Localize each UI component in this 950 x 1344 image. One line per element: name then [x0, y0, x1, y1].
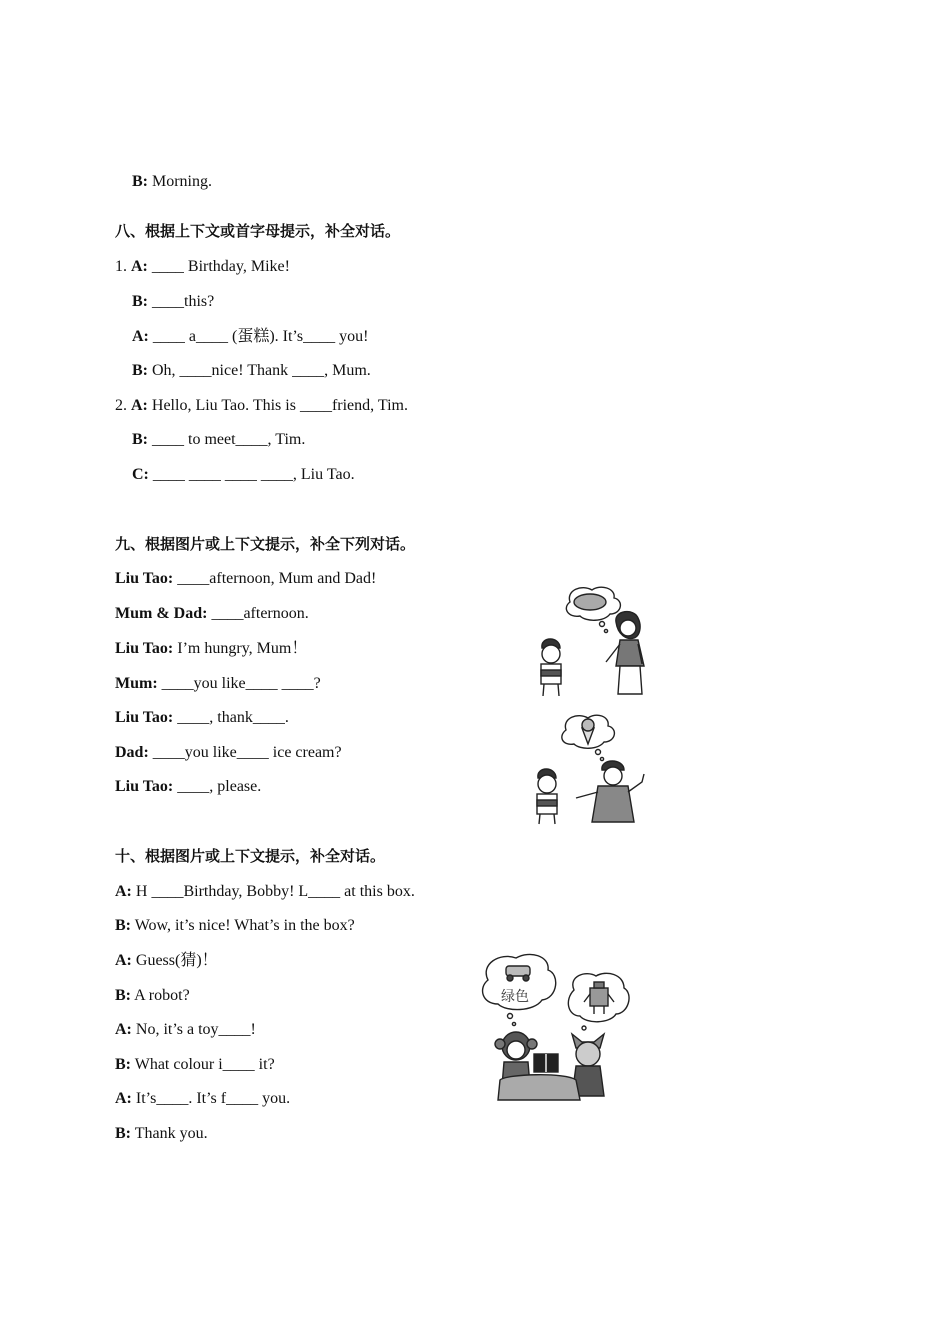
speaker: A: — [115, 1021, 132, 1038]
dialogue-text: ____you like____ ice cream? — [148, 744, 342, 761]
boy-and-mum-picture — [530, 582, 660, 700]
dialogue-text: ____ ____ ____ ____, Liu Tao. — [148, 466, 355, 483]
question-number: 1. — [115, 258, 131, 275]
speaker: Dad: — [115, 744, 149, 761]
speaker: Liu Tao: — [115, 640, 174, 657]
dialogue-line — [115, 777, 261, 797]
speaker: A: — [115, 883, 132, 900]
dialogue-text: H ____Birthday, Bobby! L____ at this box. — [131, 883, 415, 900]
dialogue-text: I’m hungry, Mum！ — [173, 640, 308, 657]
dialogue-line — [115, 951, 218, 971]
speaker: Liu Tao: — [115, 709, 174, 726]
picture-label: 绿色 — [501, 989, 529, 1005]
dialogue-line — [132, 465, 355, 485]
dialogue-line — [115, 257, 290, 277]
speaker: A: — [131, 397, 148, 414]
dialogue-text: ____ Birthday, Mike! — [147, 258, 290, 275]
dialogue-text: ____this? — [148, 293, 215, 310]
dialogue-text: Thank you. — [131, 1125, 208, 1142]
speaker: B: — [115, 987, 131, 1004]
speaker: B: — [115, 917, 131, 934]
dialogue-line — [115, 743, 342, 763]
dialogue-line — [115, 1124, 208, 1144]
dialogue-line — [115, 1089, 290, 1109]
speaker: Mum: — [115, 675, 158, 692]
speaker: B: — [132, 362, 148, 379]
dialogue-text: ____ a____ (蛋糕). It’s____ you! — [148, 328, 369, 345]
dialogue-text: A robot? — [131, 987, 190, 1004]
dialogue-line — [115, 708, 289, 728]
dialogue-line — [115, 604, 309, 624]
dialogue-line — [115, 882, 415, 902]
speaker: B: — [115, 1125, 131, 1142]
dialogue-text: Hello, Liu Tao. This is ____friend, Tim. — [147, 397, 408, 414]
dialogue-text: Oh, ____nice! Thank ____, Mum. — [148, 362, 371, 379]
dialogue-line — [132, 361, 371, 381]
speaker: B: — [132, 431, 148, 448]
dialogue-line — [132, 292, 214, 312]
dialogue-text: Guess(猜)！ — [131, 952, 218, 969]
dialogue-line — [115, 916, 355, 936]
dialogue-text: ____, thank____. — [173, 709, 289, 726]
gift-picture — [476, 950, 638, 1106]
dialogue-text: ____you like____ ____? — [157, 675, 321, 692]
question-number: 2. — [115, 397, 131, 414]
speaker: C: — [132, 466, 149, 483]
section-8-heading: 八、根据上下文或首字母提示，补全对话。 — [115, 222, 401, 240]
speaker: Mum & Dad: — [115, 605, 208, 622]
speaker: Liu Tao: — [115, 778, 174, 795]
dialogue-line — [115, 1055, 275, 1075]
dialogue-line — [115, 674, 321, 694]
dialogue-text: What colour i____ it? — [131, 1056, 275, 1073]
speaker: B: — [115, 1056, 131, 1073]
speaker: A: — [132, 328, 149, 345]
dialogue-text: No, it’s a toy____! — [131, 1021, 256, 1038]
boy-and-dad-picture — [530, 712, 660, 830]
section-9-heading: 九、根据图片或上下文提示，补全下列对话。 — [115, 535, 416, 553]
speaker: B: — [132, 173, 148, 190]
dialogue-text: It’s____. It’s f____ you. — [131, 1090, 291, 1107]
section-10-heading: 十、根据图片或上下文提示，补全对话。 — [115, 847, 386, 865]
speaker: B: — [132, 293, 148, 310]
dialogue-text: ____ to meet____, Tim. — [148, 431, 306, 448]
speaker: A: — [115, 952, 132, 969]
dialogue-line — [115, 1020, 256, 1040]
speaker: Liu Tao: — [115, 570, 174, 587]
dialogue-text: ____afternoon, Mum and Dad! — [173, 570, 377, 587]
dialogue-line — [115, 569, 376, 589]
dialogue-line — [115, 639, 307, 659]
speaker: A: — [131, 258, 148, 275]
dialogue-text: Wow, it’s nice! What’s in the box? — [131, 917, 355, 934]
dialogue-line — [115, 396, 408, 416]
dialogue-line — [132, 327, 368, 347]
dialogue-text: ____afternoon. — [207, 605, 309, 622]
intro-line — [124, 152, 212, 192]
dialogue-text: Morning. — [148, 173, 212, 190]
dialogue-line — [132, 430, 305, 450]
dialogue-text: ____, please. — [173, 778, 262, 795]
speaker: A: — [115, 1090, 132, 1107]
dialogue-line — [115, 986, 190, 1006]
